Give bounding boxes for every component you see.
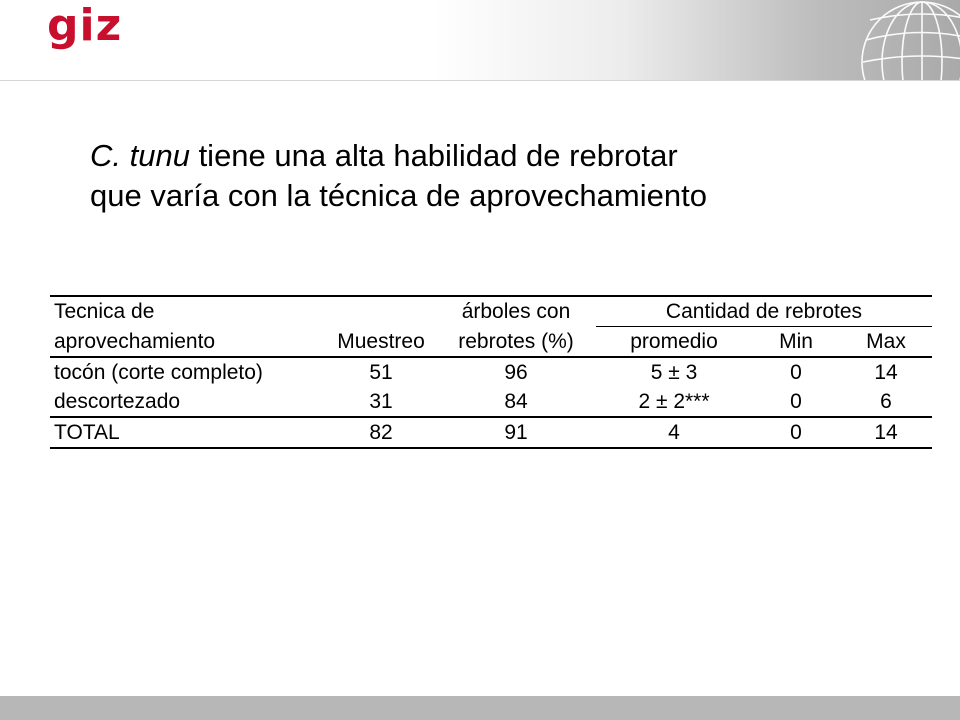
slide-title	[90, 136, 890, 216]
cell-arboles: 96	[504, 361, 528, 384]
total-row	[50, 417, 932, 448]
cell-muestreo: 51	[369, 361, 393, 384]
header-min: Min	[752, 327, 840, 358]
cell-total-min: 0	[752, 417, 840, 448]
cell-total-label: TOTAL	[50, 417, 326, 448]
header-tecnica-1: Tecnica de	[50, 296, 326, 327]
cell-total-max: 14	[840, 417, 932, 448]
table-row	[50, 387, 932, 417]
species-name: C. tunu	[90, 138, 190, 173]
header-promedio: promedio	[596, 327, 752, 358]
cell-promedio: 5 ± 3	[650, 361, 698, 384]
cell-max: 6	[880, 390, 892, 413]
globe-icon	[830, 0, 960, 80]
cell-min: 0	[790, 361, 802, 384]
title-line-1-text: tiene una alta habilidad de rebrotar	[189, 138, 678, 173]
header-row-1	[50, 296, 932, 327]
cell-tecnica: tocón (corte completo)	[54, 361, 263, 384]
header-tecnica-2: aprovechamiento	[50, 327, 326, 358]
header-arboles-1: árboles con	[436, 296, 596, 327]
header-muestreo: Muestreo	[326, 327, 436, 358]
data-table-container	[50, 295, 932, 449]
cell-max: 14	[874, 361, 898, 384]
cell-muestreo: 31	[369, 390, 393, 413]
title-line-2: que varía con la técnica de aprovechamiento	[90, 178, 707, 213]
cell-total-arboles: 91	[436, 417, 596, 448]
title-line-1	[90, 136, 890, 176]
cell-tecnica: descortezado	[54, 390, 181, 413]
footer-band	[0, 696, 960, 720]
giz-logo: giz	[47, 0, 123, 51]
resprout-table	[50, 295, 932, 449]
header-row-2	[50, 327, 932, 358]
header-arboles-2: rebrotes (%)	[436, 327, 596, 358]
header-max: Max	[840, 327, 932, 358]
cell-promedio: 2 ± 2***	[638, 390, 710, 413]
header-group-rebrotes: Cantidad de rebrotes	[596, 296, 932, 327]
table-row	[50, 357, 932, 387]
header-band	[0, 0, 960, 81]
cell-min: 0	[790, 390, 802, 413]
header-empty-muestreo	[326, 296, 436, 327]
cell-arboles: 84	[504, 390, 528, 413]
cell-total-promedio: 4	[596, 417, 752, 448]
cell-total-muestreo: 82	[326, 417, 436, 448]
